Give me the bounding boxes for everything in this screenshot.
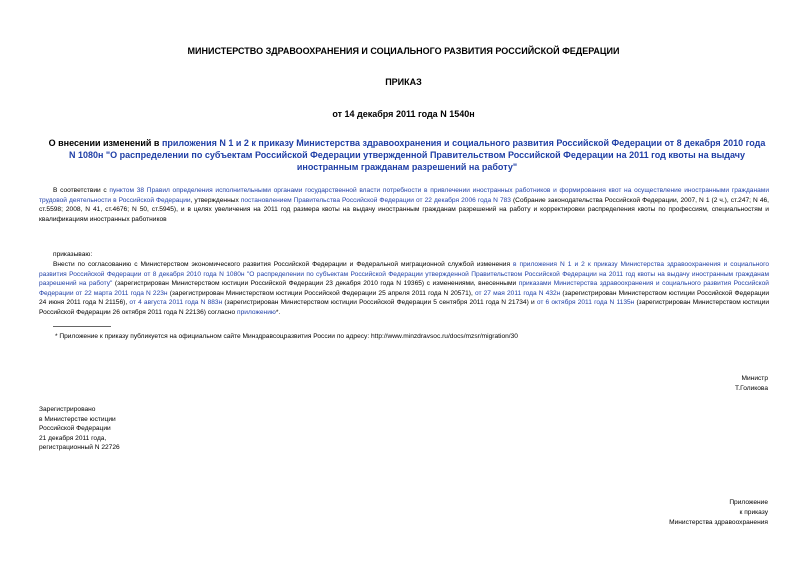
main-text-3: (зарегистрирован Министерством юстиции Российской Федерации 25 апреля 2011 года N 20571), — [167, 289, 475, 297]
decree-word: приказываю: — [53, 251, 93, 258]
signature-name: Т.Голикова — [734, 384, 768, 392]
order-432n-link[interactable]: от 27 мая 2011 года N 432н — [474, 289, 561, 297]
main-text-6: (зарегистрирован Министерством юстиции Российской Федерации 26 октября 2011 года N 22136) согласно — [39, 299, 770, 316]
ministry-name: МИНИСТЕРСТВО ЗДРАВООХРАНЕНИЯ И СОЦИАЛЬНОГО РАЗВИТИЯ РОССИЙСКОЙ ФЕДЕРАЦИИ — [187, 46, 620, 56]
order-1135n-link[interactable]: от 6 октября 2011 года N 1135н — [536, 299, 635, 307]
order-1080n-appendices-link[interactable]: в приложения N 1 и 2 к приказу Министерства здравоохранения и социального развития Российской Федерации от 8 декабря 2010 года N 1080н "О распределении по субъектам Российской Федерации утвержденной Правительством Российской Федерации на 2011 год квоты на выдачу иностранным гражданам разрешений на работу" — [39, 261, 769, 288]
main-paragraph — [39, 260, 769, 318]
appendix-line: Министерства здравоохранения — [669, 518, 768, 526]
main-text-2: (зарегистрирован Министерством юстиции Российской Федерации 23 декабря 2010 года N 19365) с изменениями, внесенными — [112, 280, 519, 288]
main-text-4: (зарегистрирован Министерством юстиции Российской Федерации 24 июня 2011 года N 21156), — [39, 289, 770, 307]
preamble-paragraph — [39, 186, 769, 224]
appendix-line: Приложение — [729, 499, 768, 506]
preamble-text-2: , утвержденных — [190, 196, 241, 204]
signature-position: Министр — [741, 375, 768, 382]
preamble-text-3: (Собрание законодательства Российской Федерации, 2007, N 1 (2 ч.), ст.247; N 46, ст.5598; 2008, N 41, ст.4676; N 50, ст.5945), и в целях увеличения на 2011 год размера квоты на выдачу иностранным гражданам разрешений на работу и корректировки распределения квоты по профессиям, специальностям и квалификациям иностранных работников — [39, 196, 769, 223]
rules-point-38-link[interactable]: пунктом 38 Правил определения исполнительными органами государственной власти потребности в привлечении иностранных работников и формирования квот на осуществление иностранными гражданами трудовой деятельности в Российской Федерации — [39, 187, 769, 204]
document-date-number: от 14 декабря 2011 года N 1540н — [332, 109, 475, 119]
registration-line: Российской Федерации — [39, 425, 111, 433]
main-text-7: *. — [275, 308, 281, 316]
footnote-separator — [53, 326, 111, 327]
main-text-5: (зарегистрирован Министерством юстиции Российской Федерации 5 сентября 2011 года N 21734) и — [222, 299, 537, 307]
title-link[interactable]: приложения N 1 и 2 к приказу Министерства здравоохранения и социального развития Российской Федерации от 8 декабря 2010 года N 1080н "О распределении по субъектам Российской Федерации утвержденной Правительством Российской Федерации на 2011 год квоты на выдачу иностранным гражданам разрешений на работу" — [68, 138, 766, 172]
main-text-1: Внести по согласованию с Министерством экономического развития Российской Федерации и Федеральной миграционной службой изменения — [53, 261, 514, 268]
order-223n-link[interactable]: приказами Министерства здравоохранения и социального развития Российской Федерации от 22 марта 2011 года N 223н — [39, 280, 769, 297]
registration-line: 21 декабря 2011 года, — [39, 434, 107, 442]
registration-line: регистрационный N 22726 — [39, 444, 120, 452]
government-decree-783-link[interactable]: постановлением Правительства Российской Федерации от 22 декабря 2006 года N 783 — [240, 196, 511, 204]
signature-block — [735, 374, 768, 393]
order-883n-link[interactable]: от 4 августа 2011 года N 883н — [129, 299, 223, 307]
document-title — [48, 137, 766, 173]
document-type: ПРИКАЗ — [385, 77, 422, 87]
appendix-heading — [669, 498, 768, 527]
registration-line: Зарегистрировано — [39, 406, 96, 413]
registration-block — [39, 405, 120, 453]
registration-line: в Министерстве юстиции — [39, 415, 116, 423]
footnote: * Приложение к приказу публикуется на официальном сайте Минздравсоцразвития России по адресу: http://www.minzdravsoc.ru/docs/mzsr/migration/30 — [55, 333, 518, 340]
appendix-line: к приказу — [739, 508, 768, 516]
title-prefix: О внесении изменений в — [48, 138, 162, 148]
appendix-link[interactable]: приложению — [237, 308, 276, 316]
preamble-text-1: В соответствии с — [53, 187, 110, 194]
